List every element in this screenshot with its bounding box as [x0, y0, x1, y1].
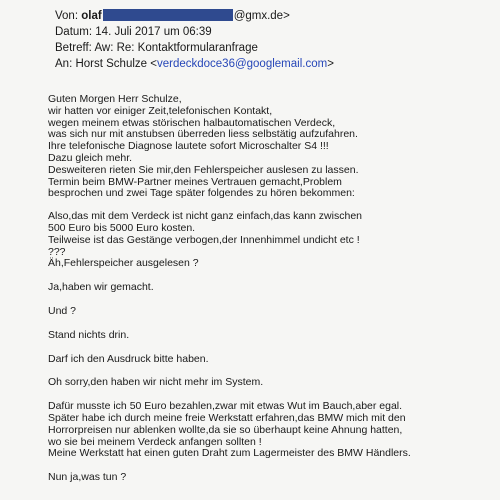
body-line: was sich nur mit anstubsen überreden liess selbstätig aufzufahren.: [48, 128, 358, 141]
paragraph-1: [48, 94, 488, 200]
body-line: Äh,Fehlerspeicher ausgelesen ?: [48, 257, 199, 270]
body-line: Horrorpreisen nur ablenken wollte,da sie so überhaupt keine Ahnung hatten,: [48, 423, 403, 436]
body-line: Termin beim BMW-Partner meines Vertrauen gemacht,Problem: [48, 175, 342, 188]
body-line: Teilweise ist das Gestänge verbogen,der Innenhimmel undicht etc !: [48, 233, 360, 246]
paragraph-5: Stand nichts drin.: [48, 328, 130, 341]
paragraph-8: [48, 401, 488, 460]
from-name: olaf: [81, 10, 102, 22]
subject-label: Betreff:: [55, 42, 92, 54]
body-line: wegen meinem etwas störischen halbautomatischen Verdeck,: [48, 116, 336, 129]
date-label: Datum:: [55, 26, 93, 38]
to-suffix: >: [327, 58, 334, 70]
body-line: Später habe ich durch meine freie Werkstatt erfahren,das BMW mich mit den: [48, 411, 406, 424]
paragraph-7: Oh sorry,den haben wir nicht mehr im System.: [48, 376, 264, 389]
body-line: wo sie bei meinem Verdeck anfangen sollten !: [48, 435, 262, 448]
paragraph-2: [48, 211, 488, 270]
body-line: Dazu gleich mehr.: [48, 151, 133, 164]
from-label: Von:: [55, 10, 79, 22]
to-name: Horst Schulze <: [75, 58, 157, 70]
body-line: Guten Morgen Herr Schulze,: [48, 93, 182, 105]
body-line: ???: [48, 245, 66, 258]
body-line: Also,das mit dem Verdeck ist nicht ganz einfach,das kann zwischen: [48, 210, 362, 223]
to-email-link[interactable]: verdeckdoce36@googlemail.com: [156, 58, 328, 70]
to-label: An:: [55, 58, 73, 70]
body-line: wir hatten vor einiger Zeit,telefonischen Kontakt,: [48, 104, 273, 117]
redacted-address: [103, 9, 233, 21]
body-line: besprochen und zwei Tage später folgendes zu hören bekommen:: [48, 187, 355, 200]
date-row: [55, 24, 334, 40]
subject-value: Aw: Re: Kontaktformularanfrage: [94, 42, 258, 54]
body-line: Meine Werkstatt hat einen guten Draht zum Lagermeister des BMW Händlers.: [48, 447, 411, 460]
paragraph-9: Nun ja,was tun ?: [48, 471, 127, 484]
paragraph-3: Ja,haben wir gemacht.: [48, 281, 154, 294]
date-value: 14. Juli 2017 um 06:39: [95, 26, 212, 38]
paragraph-6: Darf ich den Ausdruck bitte haben.: [48, 352, 209, 365]
paragraph-4: Und ?: [48, 304, 77, 317]
email-header: [55, 8, 334, 72]
subject-row: [55, 40, 334, 56]
body-line: Dafür musste ich 50 Euro bezahlen,zwar mit etwas Wut im Bauch,aber egal.: [48, 400, 403, 413]
body-line: Ihre telefonische Diagnose lautete sofort Microschalter S4 !!!: [48, 140, 329, 153]
to-row: [55, 56, 334, 72]
from-row: [55, 8, 334, 24]
body-line: 500 Euro bis 5000 Euro kosten.: [48, 221, 196, 234]
from-domain: @gmx.de>: [233, 10, 290, 22]
email-body: [48, 94, 488, 484]
body-line: Desweiteren rieten Sie mir,den Fehlerspeicher auslesen zu lassen.: [48, 163, 359, 176]
